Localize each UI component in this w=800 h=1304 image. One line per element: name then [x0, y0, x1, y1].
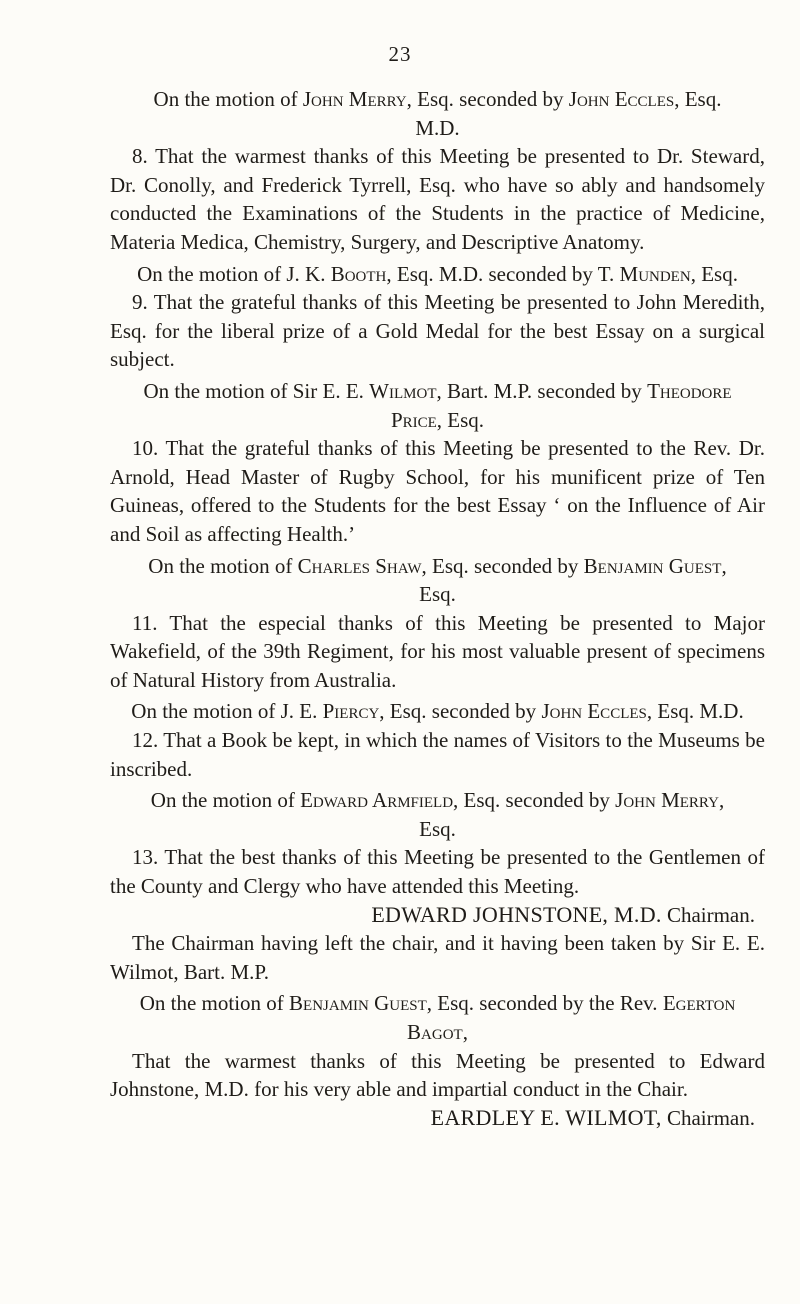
text-run: 8. That the warmest thanks of this Meeting be presented to Dr. Steward, Dr. Conolly, and Frederick Tyrrell, Esq. who have so ably and handsomely conducted the Examinations of the Students in the practice of Medicine, Materia Medica, Chemistry, Surgery, and Descriptive Anatomy.: [110, 144, 765, 254]
page-body: [110, 85, 765, 1132]
motion-line: [110, 786, 765, 843]
text-run: 11. That the especial thanks of this Meeting be presented to Major Wakefield, of the 39th Regiment, for his most valuable present of specimens of Natural History from Australia.: [110, 610, 765, 692]
text-run: , Esq. M.D. seconded by T.: [386, 261, 620, 286]
resolution-paragraph: [110, 726, 765, 783]
person-name: Munden: [619, 261, 691, 286]
text-run: On the motion of J. E.: [131, 699, 323, 724]
resolution-paragraph: [110, 142, 765, 256]
text-run: , Esq.: [436, 407, 485, 432]
text-run: , Esq. seconded by: [453, 788, 616, 813]
text-run: , Esq.: [419, 788, 725, 841]
text-run: , Esq. seconded by: [379, 699, 542, 724]
text-run: , Bart. M.P. seconded by: [436, 378, 648, 403]
person-name: Booth: [330, 261, 387, 286]
text-run: , Esq. seconded by the Rev.: [426, 991, 663, 1016]
resolution-paragraph: [110, 929, 765, 986]
text-run: , Esq. M.D.: [646, 699, 744, 724]
text-run: On the motion of: [150, 788, 301, 813]
person-name: Wilmot: [369, 378, 437, 403]
motion-line: [110, 260, 765, 289]
text-run: 10. That the grateful thanks of this Meeting be presented to the Rev. Dr. Arnold, Head Master of Rugby School, for his munificent prize of Ten Guineas, offered to the Students for the best Essay ‘ on the Influence of Air and Soil as affecting Health.’: [110, 436, 765, 546]
resolution-paragraph: [110, 609, 765, 695]
chairman-name: EDWARD JOHNSTONE, M.D.: [371, 901, 662, 927]
motion-line: [110, 377, 765, 434]
person-name: Piercy: [322, 699, 380, 724]
resolution-paragraph: [110, 288, 765, 374]
page-number: 23: [388, 42, 412, 66]
text-run: 13. That the best thanks of this Meeting be presented to the Gentlemen of the County and Clergy who have attended this Meeting.: [110, 845, 765, 899]
text-run: On the motion of: [148, 553, 298, 578]
motion-line: [110, 552, 765, 609]
chairman-role: Chairman.: [661, 902, 755, 927]
text-run: 9. That the grateful thanks of this Meeting be presented to John Meredith, Esq. for the liberal prize of a Gold Medal for the best Essay on a surgical subject.: [110, 290, 765, 372]
motion-line: [110, 989, 765, 1046]
text-run: ,: [462, 1020, 468, 1044]
person-name: Edward Armfield: [300, 788, 454, 813]
resolution-paragraph: [110, 434, 765, 548]
text-run: That the warmest thanks of this Meeting be presented to Edward Johnstone, M.D. for his very able and impartial conduct in the Chair.: [110, 1048, 765, 1102]
text-run: , Esq.: [419, 553, 727, 607]
person-name: Charles Shaw: [297, 553, 422, 578]
person-name: Theodore Price: [390, 378, 732, 432]
text-run: The Chairman having left the chair, and it having been taken by Sir E. E. Wilmot, Bart. M.P.: [110, 931, 765, 984]
resolution-paragraph: [110, 843, 765, 900]
text-run: , Esq. seconded by: [406, 87, 569, 111]
text-run: On the motion of: [153, 87, 303, 111]
text-run: On the motion of: [139, 991, 290, 1016]
person-name: Benjamin Guest: [583, 553, 722, 578]
person-name: John Eccles: [568, 87, 675, 111]
text-run: 12. That a Book be kept, in which the names of Visitors to the Museums be inscribed.: [110, 728, 765, 781]
person-name: John Merry: [302, 87, 407, 111]
motion-line: [110, 85, 765, 142]
text-run: , Esq. seconded by: [421, 553, 584, 578]
text-run: On the motion of J. K.: [137, 261, 331, 286]
text-run: , Esq. M.D.: [415, 87, 722, 140]
motion-line: [110, 697, 765, 726]
chairman-name: EARDLEY E. WILMOT,: [430, 1104, 662, 1130]
person-name: John Merry: [615, 788, 719, 813]
text-run: On the motion of Sir E. E.: [143, 378, 370, 403]
chairman-signature: [110, 901, 765, 930]
person-name: John Eccles: [541, 699, 647, 724]
person-name: Egerton Bagot: [407, 991, 736, 1044]
chairman-signature: [110, 1104, 765, 1133]
resolution-paragraph: [110, 1047, 765, 1104]
chairman-role: Chairman.: [661, 1105, 755, 1130]
person-name: Benjamin Guest: [289, 991, 427, 1016]
text-run: , Esq.: [690, 261, 738, 286]
